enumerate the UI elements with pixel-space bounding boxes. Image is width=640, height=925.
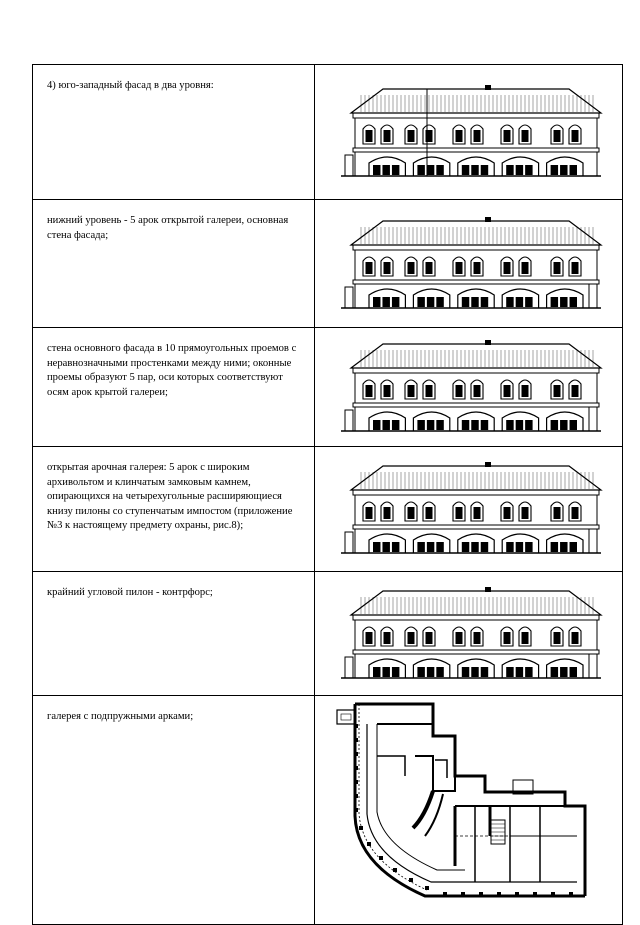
row-text: открытая арочная галерея: 5 арок с широким архивольтом и клинчатым замковым камнем, опирающихся на четырехугольные расширяющиеся книзу пилоны со ступенчатым импостом (приложение №3 к настоящему предмету охраны, рис.8); xyxy=(33,447,315,572)
row-text: стена основного фасада в 10 прямоугольных проемов с неравнозначными простенками между ними; оконные проемы образуют 5 пар, оси которых соответствуют осям арок крытой галереи; xyxy=(33,328,315,447)
facade-drawing-cell xyxy=(315,65,623,200)
facade-drawing-cell xyxy=(315,447,623,572)
row-text: галерея с подпружными арками; xyxy=(33,696,315,925)
heritage-table xyxy=(32,64,623,925)
facade-drawing xyxy=(315,328,622,432)
facade-drawing-cell xyxy=(315,572,623,696)
facade-drawing xyxy=(315,65,622,185)
table-row xyxy=(33,328,623,447)
table-row xyxy=(33,696,623,925)
table-row xyxy=(33,65,623,200)
table-row xyxy=(33,447,623,572)
table-row xyxy=(33,572,623,696)
facade-drawing xyxy=(315,447,622,557)
floor-plan-drawing xyxy=(315,696,622,910)
row-text: 4) юго-западный фасад в два уровня: xyxy=(33,65,315,200)
row-text: нижний уровень - 5 арок открытой галереи, основная стена фасада; xyxy=(33,200,315,328)
table-row xyxy=(33,200,623,328)
row-text: крайний угловой пилон - контрфорс; xyxy=(33,572,315,696)
facade-drawing-cell xyxy=(315,200,623,328)
floor-plan-cell xyxy=(315,696,623,925)
facade-drawing xyxy=(315,572,622,681)
facade-drawing-cell xyxy=(315,328,623,447)
facade-drawing xyxy=(315,200,622,313)
